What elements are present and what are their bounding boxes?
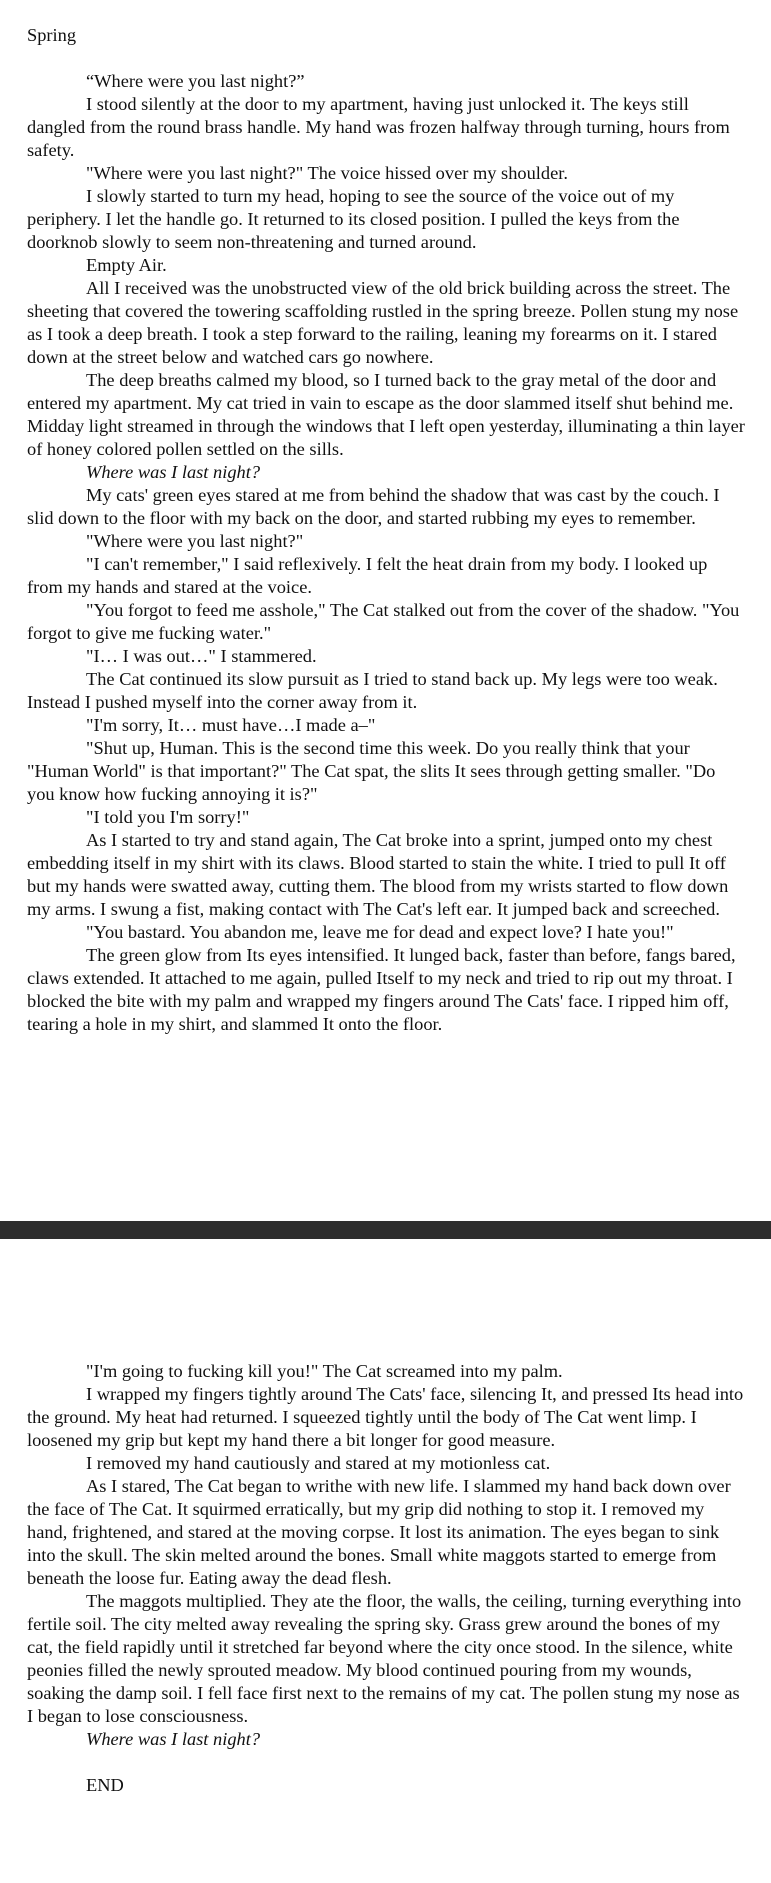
story-paragraph: All I received was the unobstructed view of the old brick building across the street. The sheeting that covered the towering scaffolding rustled in the spring breeze. Pollen stung my nose as I took a deep breath. I took a step forward to the railing, leaning my forearms on it. I stared down at the street below and watched cars go nowhere. (27, 278, 739, 367)
page-1-body (27, 70, 747, 1036)
story-paragraph: "Where were you last night?" (86, 531, 304, 551)
story-paragraph: I wrapped my fingers tightly around The Cats' face, silencing It, and pressed Its head into the ground. My heat had returned. I squeezed tightly until the body of The Cat went limp. I loosened my grip but kept my hand there a bit longer for good measure. (27, 1384, 744, 1450)
story-paragraph: Empty Air. (86, 255, 167, 275)
document-title: Spring (27, 25, 77, 45)
page-2-content (27, 1360, 747, 1797)
story-paragraph: Where was I last night? (86, 462, 261, 482)
story-paragraph: As I stared, The Cat began to writhe with new life. I slammed my hand back down over the face of The Cat. It squirmed erratically, but my grip did nothing to stop it. I removed my hand, frightened, and stared at the moving corpse. It lost its animation. The eyes began to sink into the skull. The skin melted around the bones. Small white maggots started to emerge from beneath the loose fur. Eating away the dead flesh. (27, 1476, 731, 1588)
story-paragraph: I slowly started to turn my head, hoping to see the source of the voice out of my periphery. I let the handle go. It returned to its closed position. I pulled the keys from the doorknob slowly to seem non-threatening and turned around. (27, 186, 680, 252)
story-paragraph: I removed my hand cautiously and stared at my motionless cat. (86, 1453, 551, 1473)
story-paragraph: "I can't remember," I said reflexively. I felt the heat drain from my body. I looked up from my hands and stared at the voice. (27, 554, 708, 597)
story-paragraph: “Where were you last night?” (86, 71, 305, 91)
story-paragraph: The Cat continued its slow pursuit as I tried to stand back up. My legs were too weak. Instead I pushed myself into the corner away from it. (27, 669, 718, 712)
story-paragraph: The green glow from Its eyes intensified. It lunged back, faster than before, fangs bared, claws extended. It attached to me again, pulled Itself to my neck and tried to rip out my throat. I blocked the bite with my palm and wrapped my fingers around The Cats' face. I ripped him off, tearing a hole in my shirt, and slammed It onto the floor. (27, 945, 736, 1034)
story-paragraph: "You forgot to feed me asshole," The Cat stalked out from the cover of the shadow. "You forgot to give me fucking water." (27, 600, 740, 643)
story-paragraph: My cats' green eyes stared at me from behind the shadow that was cast by the couch. I slid down to the floor with my back on the door, and started rubbing my eyes to remember. (27, 485, 720, 528)
document-page-2 (0, 1239, 771, 1883)
end-spacer (27, 1751, 747, 1774)
story-paragraph: "I'm going to fucking kill you!" The Cat screamed into my palm. (86, 1361, 563, 1381)
story-paragraph: I stood silently at the door to my apartment, having just unlocked it. The keys still dangled from the round brass handle. My hand was frozen halfway through turning, hours from safety. (27, 94, 730, 160)
story-paragraph: "Where were you last night?" The voice hissed over my shoulder. (86, 163, 568, 183)
story-paragraph: Where was I last night? (86, 1729, 261, 1749)
story-paragraph: "Shut up, Human. This is the second time this week. Do you really think that your "Human World" is that important?" The Cat spat, the slits It sees through getting smaller. "Do you know how fucking annoying it is?" (27, 738, 716, 804)
story-paragraph: The deep breaths calmed my blood, so I turned back to the gray metal of the door and entered my apartment. My cat tried in vain to escape as the door slammed itself shut behind me. Midday light streamed in through the windows that I left open yesterday, illuminating a thin layer of honey colored pollen settled on the sills. (27, 370, 745, 459)
story-paragraph: "I'm sorry, It… must have…I made a–" (86, 715, 376, 735)
page-2-body (27, 1360, 747, 1751)
page-separator (0, 1221, 771, 1239)
page-1-content (27, 24, 747, 1036)
title-spacer (27, 47, 747, 70)
story-paragraph: "You bastard. You abandon me, leave me for dead and expect love? I hate you!" (86, 922, 674, 942)
story-paragraph: As I started to try and stand again, The Cat broke into a sprint, jumped onto my chest embedding itself in my shirt with its claws. Blood started to stain the white. I tried to pull It off but my hands were swatted away, cutting them. The blood from my wrists started to flow down my arms. I swung a fist, making contact with The Cat's left ear. It jumped back and screeched. (27, 830, 729, 919)
story-paragraph: "I told you I'm sorry!" (86, 807, 250, 827)
story-paragraph: "I… I was out…" I stammered. (86, 646, 317, 666)
end-marker: END (86, 1775, 124, 1795)
story-paragraph: The maggots multiplied. They ate the floor, the walls, the ceiling, turning everything into fertile soil. The city melted away revealing the spring sky. Grass grew around the bones of my cat, the field rapidly until it stretched far beyond where the city once stood. In the silence, white peonies filled the newly sprouted meadow. My blood continued pouring from my wounds, soaking the damp soil. I fell face first next to the remains of my cat. The pollen stung my nose as I began to lose consciousness. (27, 1591, 742, 1726)
